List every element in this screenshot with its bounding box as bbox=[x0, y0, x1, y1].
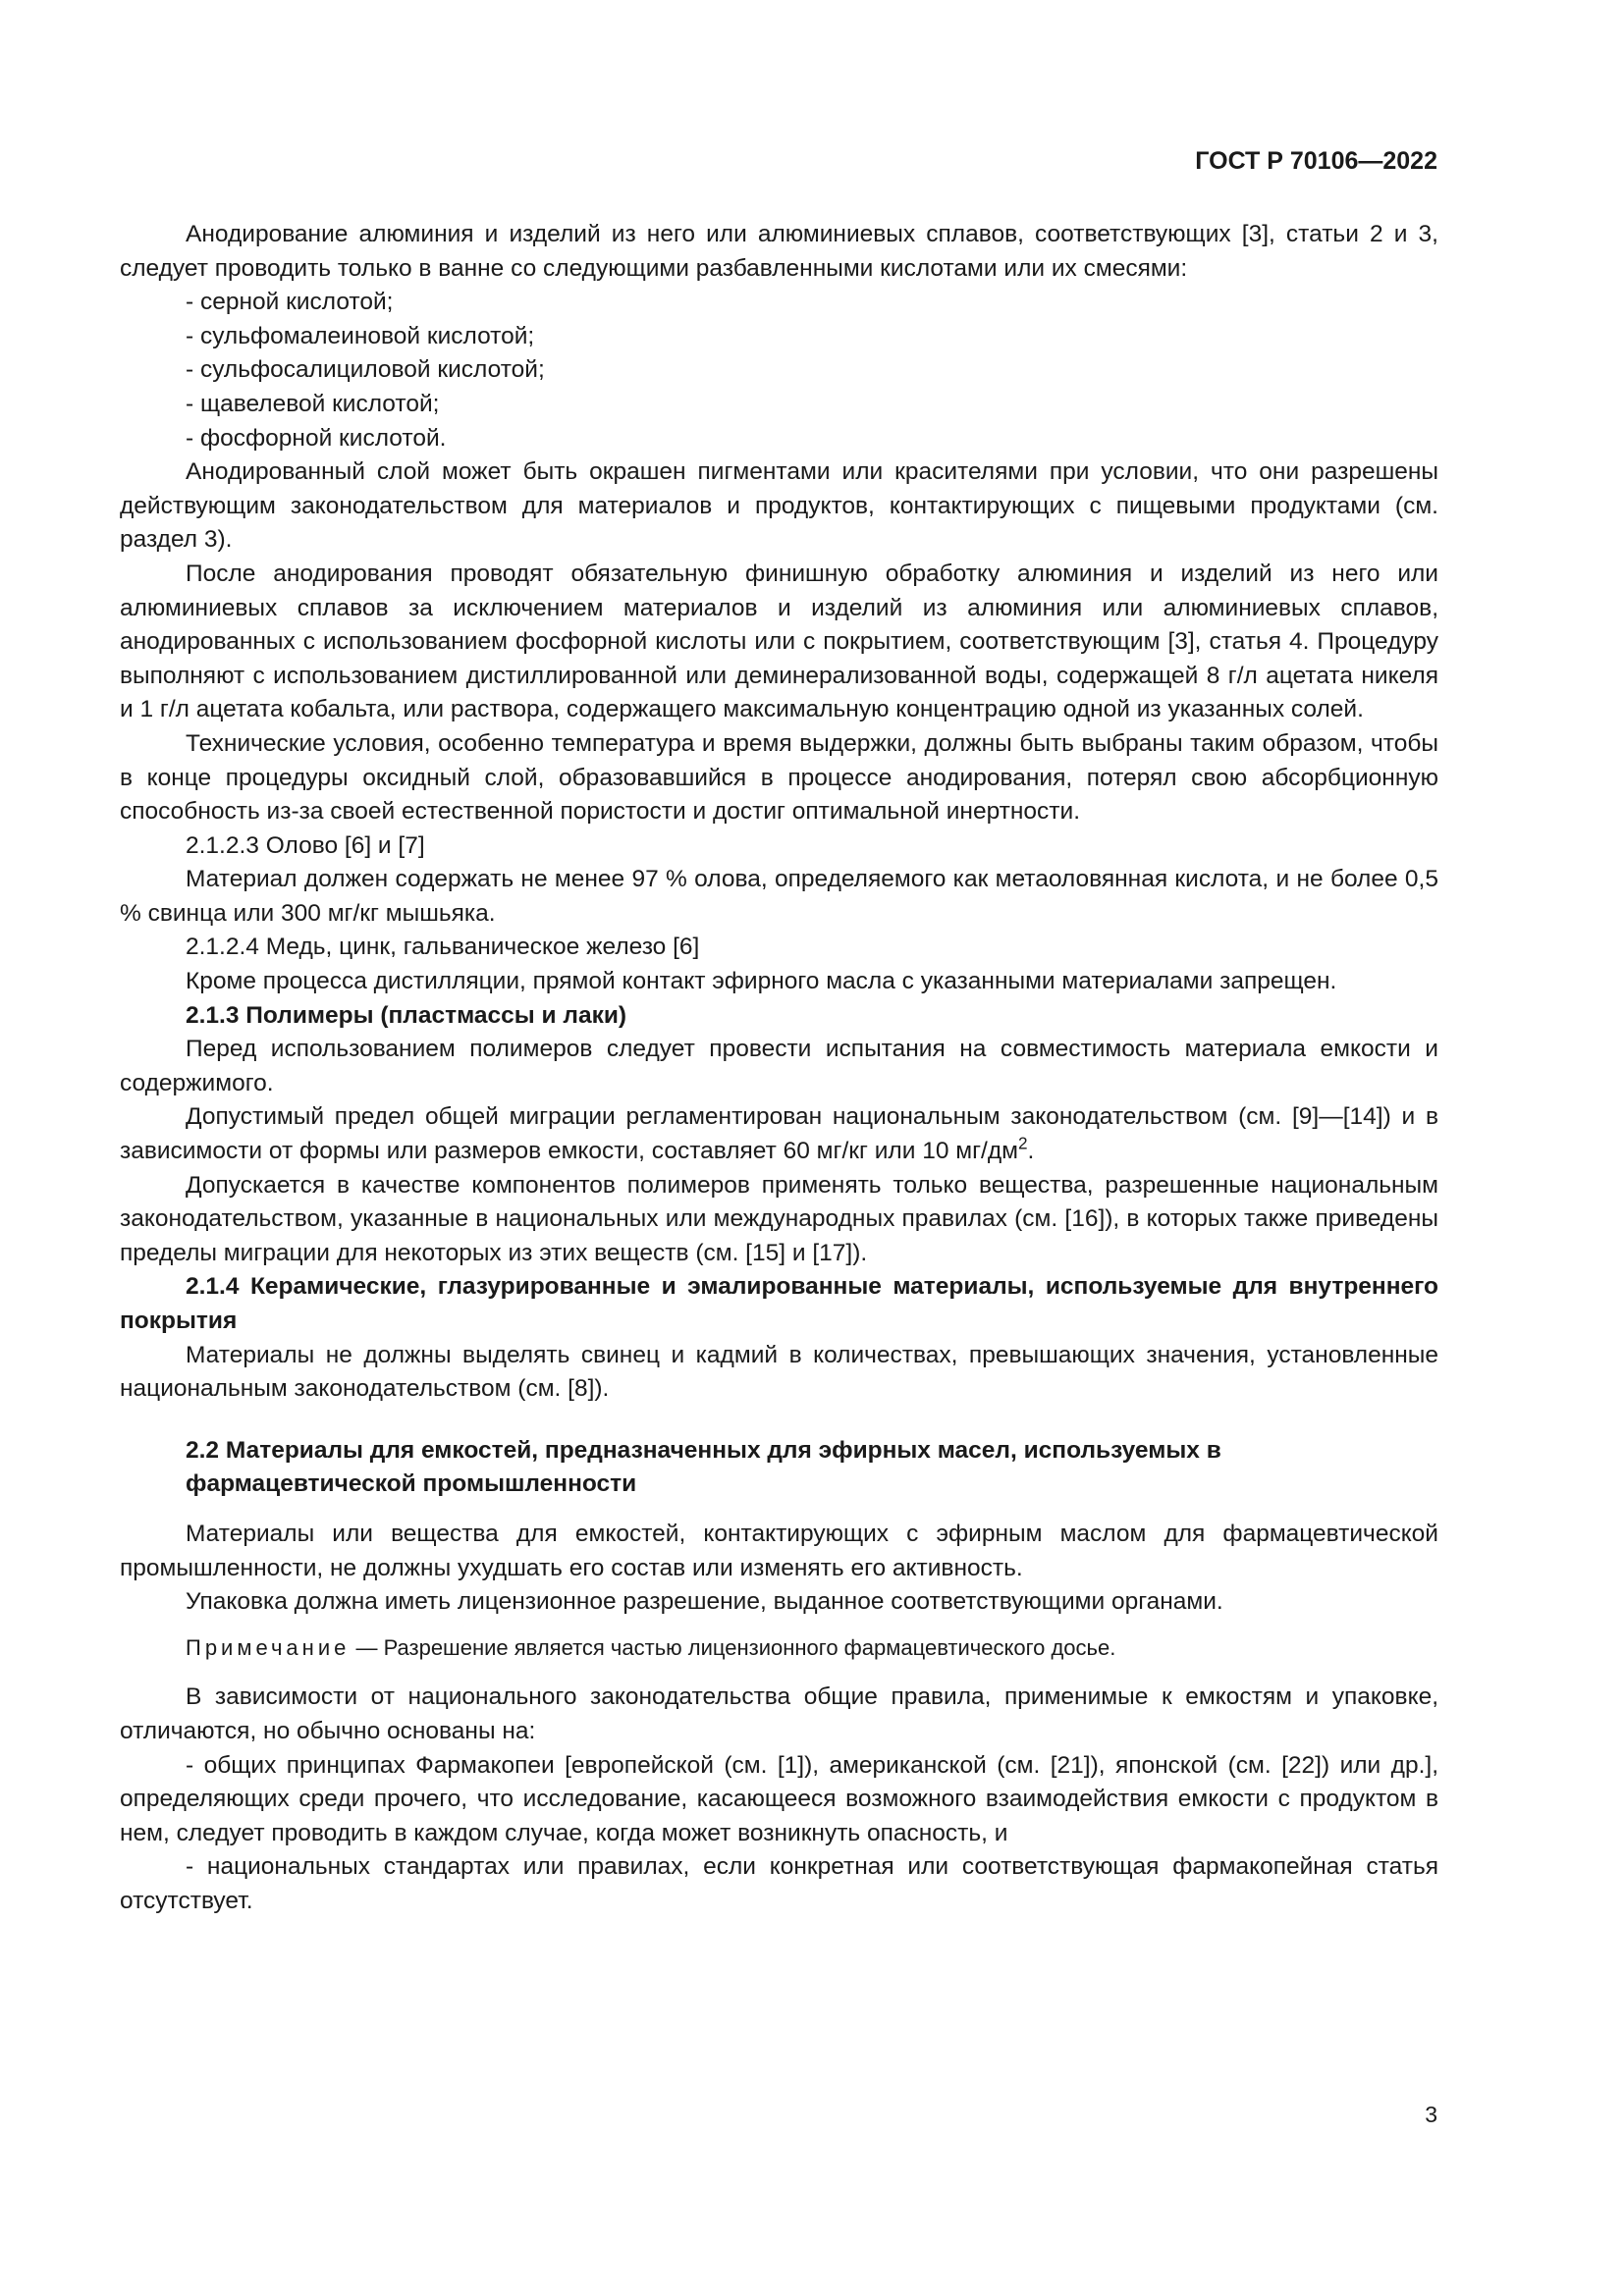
paragraph-tin: Материал должен содержать не менее 97 % олова, определяемого как метаоловянная кислота, и не более 0,5 % свинца или 300 мг/кг мышьяка. bbox=[120, 866, 1438, 927]
paragraph-polymer-components: Допускается в качестве компонентов полимеров применять только вещества, разрешенные национальным законодательством, указанные в национальных или международных правилах (см. [16]), в которых также приведены пределы миграции для некоторых из этих веществ (см. [15] и [17]). bbox=[120, 1171, 1438, 1266]
standard-code-header: ГОСТ Р 70106—2022 bbox=[1195, 147, 1437, 175]
section-ceramics-heading: 2.1.4 Керамические, глазурированные и эмалированные материалы, используемые для внутреннего покрытия bbox=[120, 1273, 1438, 1334]
list-item-acid: - щавелевой кислотой; bbox=[186, 390, 440, 417]
list-item-acid: - сульфосалициловой кислотой; bbox=[186, 356, 545, 384]
superscript-2: 2 bbox=[1018, 1133, 1028, 1153]
paragraph-copper: Кроме процесса дистилляции, прямой контакт эфирного масла с указанными материалами запрещен. bbox=[186, 968, 1337, 995]
migration-limit-end: . bbox=[1027, 1138, 1035, 1165]
section-2-2-heading: 2.2 Материалы для емкостей, предназначенных для эфирных масел, используемых в фармацевтической промышленности bbox=[186, 1436, 1221, 1498]
list-item-acid: - фосфорной кислотой. bbox=[186, 424, 447, 452]
paragraph-polymer-testing: Перед использованием полимеров следует провести испытания на совместимость материала емкости и содержимого. bbox=[120, 1036, 1438, 1096]
page-content bbox=[120, 218, 1438, 1919]
section-polymers-heading: 2.1.3 Полимеры (пластмассы и лаки) bbox=[186, 1001, 627, 1029]
paragraph-finishing: После анодирования проводят обязательную финишную обработку алюминия и изделий из него или алюминиевых сплавов за исключением материалов и изделий из алюминия или алюминиевых сплавов, анодированных с использованием фосфорной кислоты или с покрытием, соответствующим [3], статья 4. Процедуру выполняют с использованием дистиллированной или деминерализованной воды, содержащей 8 г/л ацетата никеля и 1 г/л ацетата кобальта, или раствора, содержащего максимальную концентрацию одной из указанных солей. bbox=[120, 560, 1438, 723]
paragraph-ceramics: Материалы не должны выделять свинец и кадмий в количествах, превышающих значения, установленные национальным законодательством (см. [8]). bbox=[120, 1341, 1438, 1403]
note-text: — Разрешение является частью лицензионного фармацевтического досье. bbox=[350, 1634, 1116, 1660]
note-label: Примечание bbox=[186, 1634, 351, 1660]
page-number: 3 bbox=[1425, 2102, 1437, 2127]
paragraph-migration-limit bbox=[120, 1100, 1438, 1168]
paragraph-packaging-license: Упаковка должна иметь лицензионное разрешение, выданное соответствующими органами. bbox=[186, 1588, 1223, 1616]
list-item-pharmacopoeia: - общих принципах Фармакопеи [европейской (см. [1]), американской (см. [21]), японской (см. [22]) или др.], определяющих среди прочего, что исследование, касающееся возможного взаимодействия емкости с продуктом в нем, следует проводить в каждом случае, когда может возникнуть опасность, и bbox=[120, 1751, 1438, 1846]
subsection-tin-heading: 2.1.2.3 Олово [6] и [7] bbox=[186, 831, 425, 859]
paragraph-anodizing: Анодирование алюминия и изделий из него или алюминиевых сплавов, соответствующих [3], статьи 2 и 3, следует проводить только в ванне со следующими разбавленными кислотами или их смесями: bbox=[120, 221, 1438, 282]
list-item-national-standards: - национальных стандартах или правилах, если конкретная или соответствующая фармакопейная статья отсутствует. bbox=[120, 1853, 1438, 1914]
list-item-acid: - сульфомалеиновой кислотой; bbox=[186, 322, 535, 349]
paragraph-coloring: Анодированный слой может быть окрашен пигментами или красителями при условии, что они разрешены действующим законодательством для материалов и продуктов, контактирующих с пищевыми продуктами (см. раздел 3). bbox=[120, 458, 1438, 554]
paragraph-technical-conditions: Технические условия, особенно температура и время выдержки, должны быть выбраны таким образом, чтобы в конце процедуры оксидный слой, образовавшийся в процессе анодирования, потерял свою абсорбционную способность из-за своей естественной пористости и достиг оптимальной инертности. bbox=[120, 729, 1438, 826]
paragraph-pharma-materials: Материалы или вещества для емкостей, контактирующих с эфирным маслом для фармацевтической промышленности, не должны ухудшать его состав или изменять его активность. bbox=[120, 1520, 1438, 1581]
migration-limit-text: Допустимый предел общей миграции регламентирован национальным законодательством (см. [9]—[14]) и в зависимости от формы или размеров емкости, составляет 60 мг/кг или 10 мг/дм bbox=[120, 1103, 1438, 1165]
paragraph-general-rules: В зависимости от национального законодательства общие правила, применимые к емкостям и упаковке, отличаются, но обычно основаны на: bbox=[120, 1683, 1438, 1744]
subsection-copper-heading: 2.1.2.4 Медь, цинк, гальваническое железо [6] bbox=[186, 934, 700, 961]
list-item-acid: - серной кислотой; bbox=[186, 289, 394, 316]
note bbox=[120, 1631, 1438, 1666]
